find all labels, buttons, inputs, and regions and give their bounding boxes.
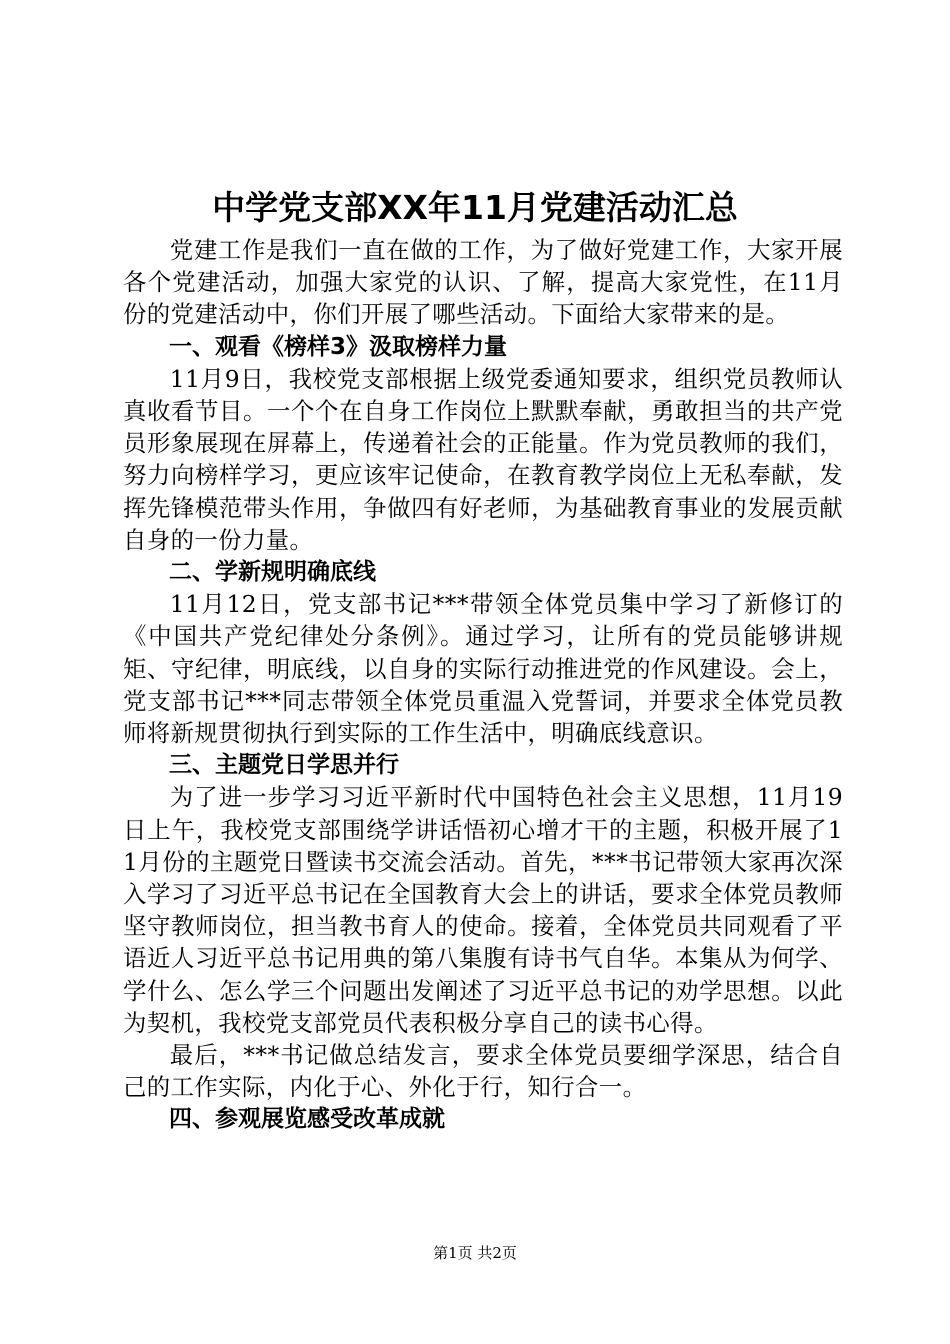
document-body xyxy=(123,234,843,1136)
section-2-paragraph-1: 11月12日，党支部书记***带领全体党员集中学习了新修订的《中国共产党纪律处分条例》。通过学习，让所有的党员能够讲规矩、守纪律，明底线，以自身的实际行动推进党的作风建设。会上，党支部书记***同志带领全体党员重温入党誓词，并要求全体党员教师将新规贯彻执行到实际的工作生活中，明确底线意识。 xyxy=(123,590,843,748)
intro-paragraph: 党建工作是我们一直在做的工作，为了做好党建工作，大家开展各个党建活动，加强大家党的认识、了解，提高大家党性，在11月份的党建活动中，你们开展了哪些活动。下面给大家带来的是。 xyxy=(123,236,843,329)
section-3-paragraph-1: 为了进一步学习习近平新时代中国特色社会主义思想，11月19日上午，我校党支部围绕学讲话悟初心增才干的主题，积极开展了11月份的主题党日暨读书交流会活动。首先，***书记带领大家再次深入学习了习近平总书记在全国教育大会上的讲话，要求全体党员教师坚守教师岗位，担当教书育人的使命。接着，全体党员共同观看了平语近人习近平总书记用典的第八集腹有诗书气自华。本集从为何学、学什么、怎么学三个问题出发阐述了习近平总书记的劝学思想。以此为契机，我校党支部党员代表积极分享自己的读书心得。 xyxy=(123,783,843,1037)
section-3-paragraph-2: 最后，***书记做总结发言，要求全体党员要细学深思，结合自己的工作实际，内化于心、外化于行，知行合一。 xyxy=(123,1041,843,1102)
document-title: 中学党支部XX年11月党建活动汇总 xyxy=(212,188,738,227)
section-heading-3: 三、主题党日学思并行 xyxy=(169,752,399,779)
section-heading-1: 一、观看《榜样3》汲取榜样力量 xyxy=(169,333,508,360)
section-heading-4: 四、参观展览感受改革成就 xyxy=(169,1106,445,1133)
page-number-footer: 第1页 共2页 xyxy=(433,1244,517,1262)
section-1-paragraph-1: 11月9日，我校党支部根据上级党委通知要求，组织党员教师认真收看节目。一个个在自身工作岗位上默默奉献，勇敢担当的共产党员形象展现在屏幕上，传递着社会的正能量。作为党员教师的我们，努力向榜样学习，更应该牢记使命，在教育教学岗位上无私奉献，发挥先锋模范带头作用，争做四有好老师，为基础教育事业的发展贡献自身的一份力量。 xyxy=(123,364,843,554)
section-heading-2: 二、学新规明确底线 xyxy=(169,559,376,586)
